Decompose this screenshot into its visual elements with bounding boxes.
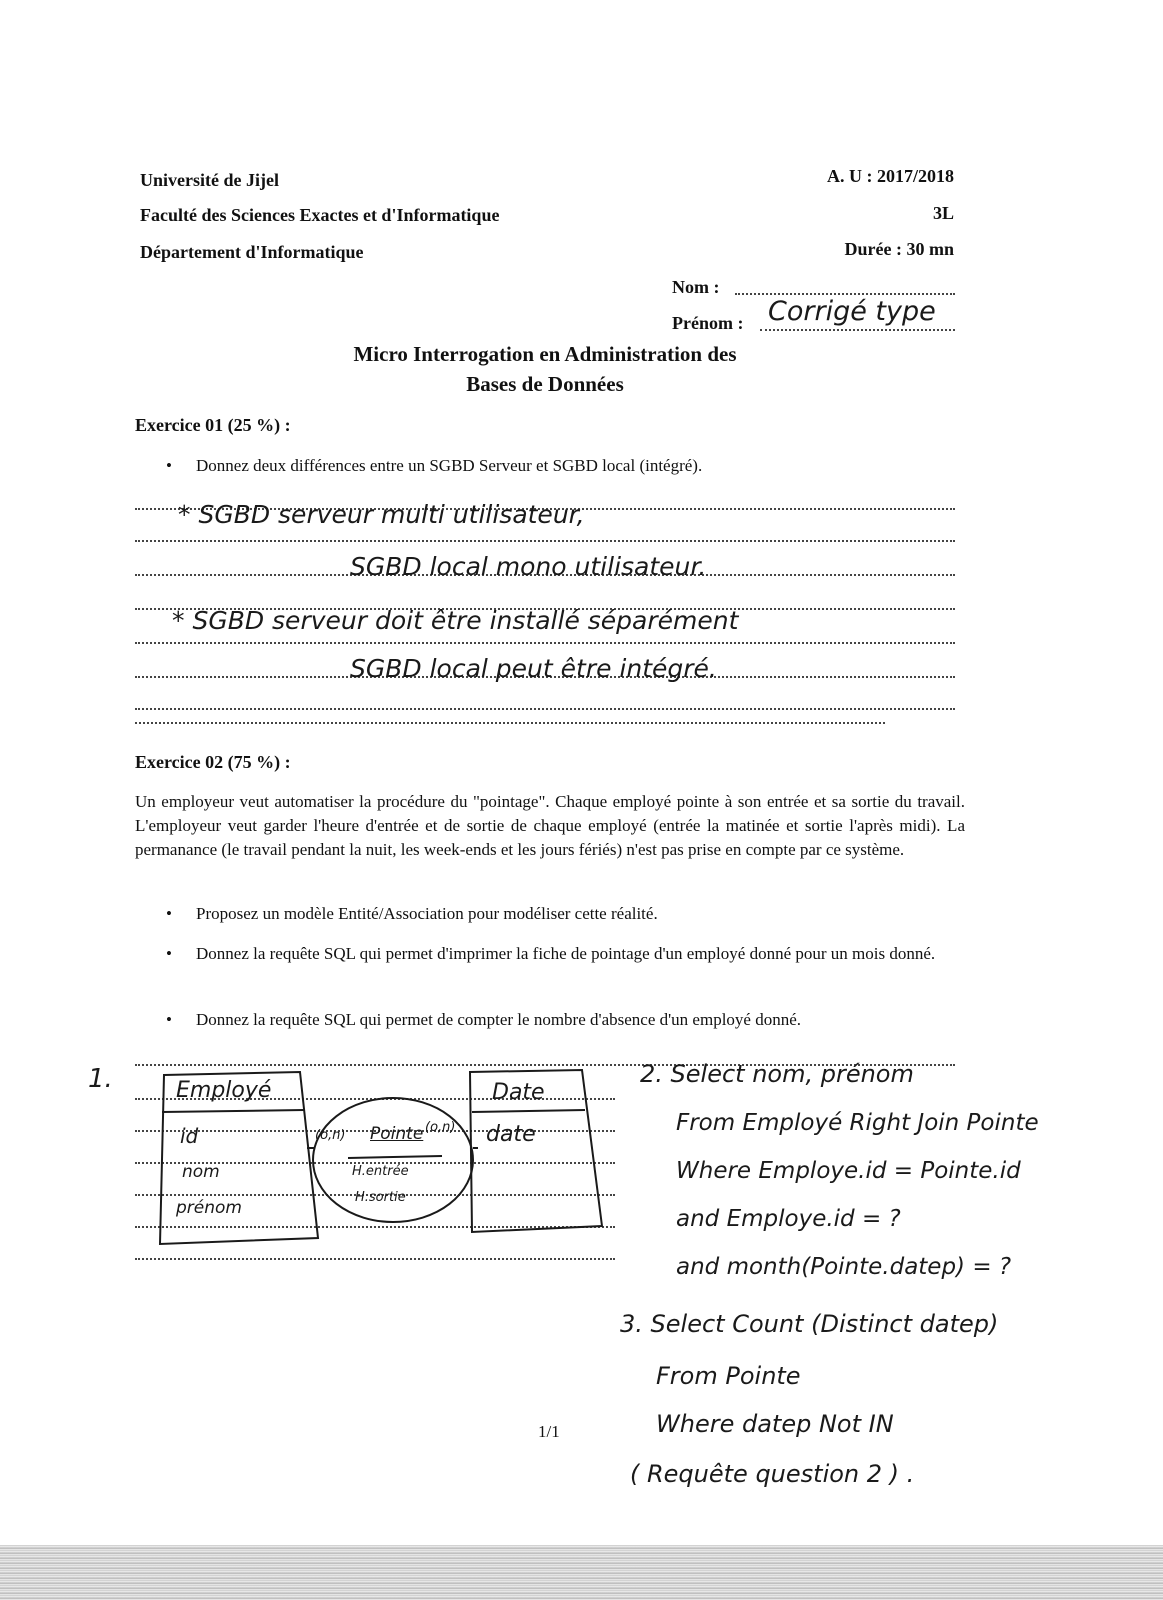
duration: Durée : 30 mn	[844, 239, 954, 259]
exercise2-question-1-text: Proposez un modèle Entité/Association pour modéliser cette réalité.	[196, 904, 658, 923]
sql-q3-line4: ( Requête question 2 ) .	[630, 1460, 915, 1488]
academic-year: A. U : 2017/2018	[827, 166, 954, 186]
sql-q2-line3: Where Employe.id = Pointe.id	[676, 1158, 1021, 1184]
cardinality-left: (o,n)	[315, 1128, 346, 1143]
sql-q2-line2: From Employé Right Join Pointe	[676, 1110, 1039, 1136]
relation-attr-entree: H.entrée	[352, 1164, 409, 1179]
sql-q2-line1: 2. Select nom, prénom	[640, 1060, 914, 1088]
department-name: Département d'Informatique	[140, 242, 364, 262]
exercise1-heading: Exercice 01 (25 %) :	[135, 415, 291, 435]
page-number: 1/1	[538, 1422, 560, 1441]
entity-employe-divider	[162, 1110, 304, 1112]
exam-title-line2: Bases de Données	[466, 372, 624, 396]
bullet-icon: •	[166, 944, 172, 963]
faculty-name: Faculté des Sciences Exactes et d'Informatique	[140, 205, 500, 225]
exercise1-question-text: Donnez deux différences entre un SGBD Serveur et SGBD local (intégré).	[196, 456, 703, 475]
scan-artifact-band	[0, 1545, 1163, 1600]
exam-title-line1: Micro Interrogation en Administration des	[353, 342, 737, 366]
ex1-answer-4: SGBD local peut être intégré.	[350, 654, 717, 683]
level: 3L	[932, 203, 954, 223]
entity1-name: Employé	[176, 1078, 272, 1103]
handwritten-name: Corrigé type	[768, 296, 936, 327]
ex1-answer-3: * SGBD serveur doit être installé séparément	[172, 606, 739, 635]
entity-date-divider	[472, 1110, 585, 1112]
ex1-answer-2: SGBD local mono utilisateur.	[350, 552, 707, 581]
exercise2-heading: Exercice 02 (75 %) :	[135, 752, 291, 772]
sql-q2-line4: and Employe.id = ?	[676, 1206, 901, 1232]
sql-q3-line3: Where datep Not IN	[656, 1410, 894, 1438]
bullet-icon: •	[166, 904, 172, 923]
sql-q3-line1: 3. Select Count (Distinct datep)	[620, 1310, 999, 1338]
sql-q3-line2: From Pointe	[656, 1362, 801, 1390]
entity2-name: Date	[492, 1080, 545, 1105]
entity2-attr-date: date	[486, 1122, 536, 1147]
nom-label: Nom :	[672, 277, 720, 297]
relation-attr-sortie: H.sortie	[355, 1190, 406, 1205]
cardinality-right: (o,n)	[425, 1120, 456, 1135]
relation-pointe-divider	[348, 1156, 442, 1158]
sql-q2-line5: and month(Pointe.datep) = ?	[676, 1254, 1012, 1280]
exercise2-question-2-text: Donnez la requête SQL qui permet d'imprimer la fiche de pointage d'un employé donné pour un mois donné.	[196, 944, 936, 963]
entity1-attr-id: id	[180, 1124, 199, 1148]
entity1-attr-nom: nom	[182, 1162, 220, 1182]
er-number: 1.	[88, 1064, 113, 1094]
entity1-attr-prenom: prénom	[176, 1198, 242, 1218]
bullet-icon: •	[166, 456, 172, 475]
prenom-label: Prénom :	[672, 313, 744, 333]
bullet-icon: •	[166, 1010, 172, 1029]
relation-name: Pointe	[370, 1124, 424, 1144]
exercise2-question-3-text: Donnez la requête SQL qui permet de compter le nombre d'absence d'un employé donné.	[196, 1010, 802, 1029]
exercise2-statement: Un employeur veut automatiser la procédure du "pointage". Chaque employé pointe à son entrée et sa sortie du travail. L'employeur veut garder l'heure d'entrée et de sortie de chaque employé (entrée la matinée et sortie l'après midi). La permanance (le travail pendant la nuit, les week-ends et les jours fériés) n'est pas prise en compte par ce système.	[135, 792, 965, 859]
ex1-answer-1: * SGBD serveur multi utilisateur,	[178, 500, 585, 529]
university-name: Université de Jijel	[140, 170, 279, 190]
